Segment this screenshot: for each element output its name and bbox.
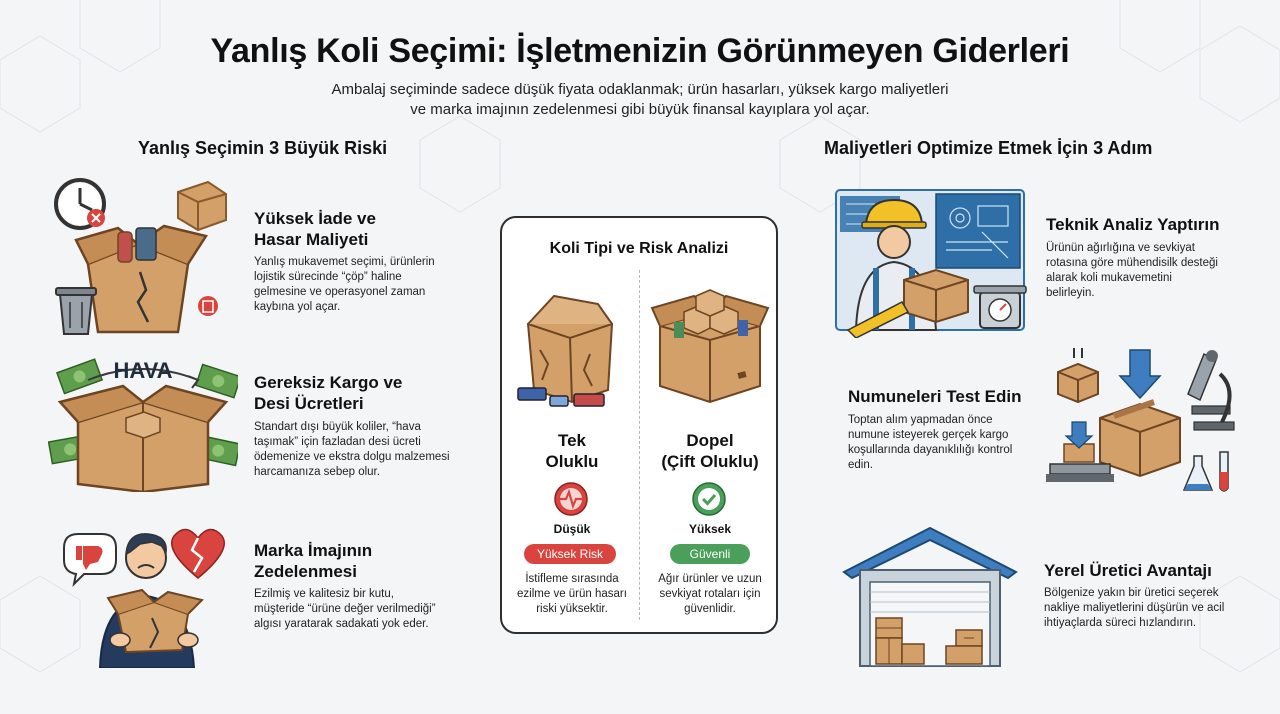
single-wall-desc-line: riski yüksektir. <box>536 603 608 615</box>
risk-1-title-line-2: Hasar Maliyeti <box>254 230 369 249</box>
risk-3-title-line-2: Zedelenmesi <box>254 562 357 581</box>
risk-2-title <box>254 372 402 414</box>
step-1-desc-line: Ürünün ağırlığına ve sevkiyat <box>1046 242 1195 254</box>
analysis-title: Koli Tipi ve Risk Analizi <box>549 240 729 257</box>
engineer-icon <box>832 184 1028 338</box>
double-wall-title-line-2: (Çift Oluklu) <box>661 452 759 471</box>
double-wall-description <box>650 572 770 617</box>
step-1-desc-line: rotasına göre mühendisilk desteği <box>1046 257 1218 269</box>
step-2-desc-line: edin. <box>848 459 873 471</box>
step-2-desc-line: Toptan alım yapmadan önce <box>848 414 993 426</box>
sad-customer-icon <box>56 518 236 668</box>
risk-1-title <box>254 208 376 250</box>
risk-3-desc-line: müşteride “ürüne değer verilmediği” <box>254 603 436 615</box>
risk-3-desc-line: algısı yaratarak sadakati yok eder. <box>254 618 429 630</box>
step-2-desc-line: koşullarında dayanıklılığı kontrol <box>848 444 1013 456</box>
risk-1-desc-line: Yanlış mukavemet seçimi, ürünlerin <box>254 256 435 268</box>
page-title: Yanlış Koli Seçimi: İşletmenizin Görünmeyen Giderleri <box>210 32 1070 70</box>
risk-3-title-line-1: Marka İmajının <box>254 541 373 560</box>
risk-2-desc-line: harcamanıza sebep olur. <box>254 466 380 478</box>
step-3-desc-line: ihtiyaçlarda süreci hızlandırın. <box>1044 617 1197 629</box>
safe-badge: Güvenli <box>670 544 750 564</box>
step-2-description <box>848 413 1012 473</box>
risk-2-desc-line: ödemenize ve ekstra dolgu malzemesi <box>254 451 450 463</box>
single-wall-box-icon <box>514 290 626 414</box>
risk-3-title <box>254 540 372 582</box>
warning-pulse-icon <box>553 481 589 517</box>
risks-heading: Yanlış Seçimin 3 Büyük Riski <box>138 138 388 158</box>
single-wall-title-line-2: Oluklu <box>545 452 599 471</box>
checkmark-icon <box>691 481 727 517</box>
risk-1-title-line-1: Yüksek İade ve <box>254 209 376 228</box>
risk-2-title-line-2: Desi Ücretleri <box>254 394 364 413</box>
step-3-desc-line: nakliye maliyetlerini düşürün ve acil <box>1044 602 1225 614</box>
steps-heading: Maliyetleri Optimize Etmek İçin 3 Adım <box>824 138 1153 158</box>
step-2-title: Numuneleri Test Edin <box>848 387 1022 406</box>
oversized-box-icon <box>48 352 238 492</box>
step-1-desc-line: belirleyin. <box>1046 287 1095 299</box>
single-wall-desc-line: İstifleme sırasında <box>525 573 619 585</box>
step-3-desc-line: Bölgenize yakın bir üretici seçerek <box>1044 587 1219 599</box>
double-wall-title <box>650 430 770 472</box>
risk-3-desc-line: Ezilmiş ve kalitesiz bir kutu, <box>254 588 394 600</box>
single-wall-title <box>520 430 624 472</box>
double-wall-desc-line: Ağır ürünler ve uzun <box>658 573 762 585</box>
step-3-title: Yerel Üretici Avantajı <box>1044 561 1212 580</box>
single-wall-title-line-1: Tek <box>557 431 587 450</box>
double-wall-title-line-1: Dopel <box>686 431 734 450</box>
step-1-desc-line: alarak koli mukavemetini <box>1046 272 1172 284</box>
risk-1-desc-line: gelmesine ve operasyonel zaman <box>254 286 426 298</box>
single-wall-desc-line: ezilme ve ürün hasarı <box>517 588 627 600</box>
lab-test-icon <box>1044 344 1240 502</box>
double-wall-strength: Yüksek <box>688 522 732 536</box>
hava-label: HAVA <box>113 358 173 383</box>
double-wall-desc-line: sevkiyat rotaları için <box>659 588 761 600</box>
risk-3-description <box>254 587 436 632</box>
damaged-box-icon <box>48 172 228 340</box>
single-wall-description <box>514 572 630 617</box>
double-wall-desc-line: güvenlidir. <box>684 603 736 615</box>
high-risk-badge: Yüksek Risk <box>524 544 616 564</box>
step-3-description <box>1044 586 1224 631</box>
risk-2-desc-line: Standart dışı büyük koliler, “hava <box>254 421 421 433</box>
subtitle-line-2: ve marka imajının zedelenmesi gibi büyük finansal kayıplara yol açar. <box>410 101 870 118</box>
subtitle-line-1: Ambalaj seçiminde sadece düşük fiyata odaklanmak; ürün hasarları, yüksek kargo maliyetleri <box>331 81 949 98</box>
step-1-title: Teknik Analiz Yaptırın <box>1046 215 1220 234</box>
page-subtitle <box>240 80 1040 120</box>
risk-2-desc-line: taşımak” için fazladan desi ücreti <box>254 436 421 448</box>
risk-1-description <box>254 255 435 315</box>
risk-1-desc-line: lojistik sürecinde “çöp” haline <box>254 271 402 283</box>
risk-1-desc-line: kaybına yol açar. <box>254 301 341 313</box>
single-wall-strength: Düşük <box>553 522 591 536</box>
step-2-desc-line: numune isteyerek gerçek kargo <box>848 429 1009 441</box>
warehouse-icon <box>842 522 1018 668</box>
double-wall-box-icon <box>650 282 770 406</box>
analysis-divider <box>639 270 640 620</box>
risk-2-description <box>254 420 450 480</box>
risk-2-title-line-1: Gereksiz Kargo ve <box>254 373 403 392</box>
step-1-description <box>1046 241 1218 301</box>
